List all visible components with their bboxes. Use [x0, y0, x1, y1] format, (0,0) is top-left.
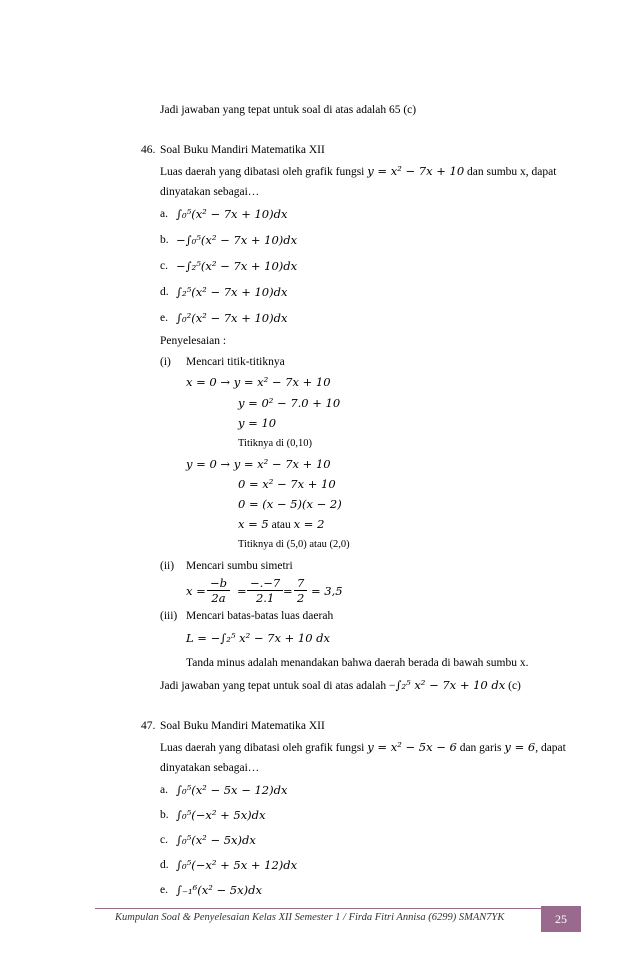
q46-stem-text-a: Luas daerah yang dibatasi oleh grafik fungsi [160, 166, 365, 178]
q46-sym-f1-den: 2a [211, 591, 226, 605]
footer-caption: Kumpulan Soal & Penyelesaian Kelas XII Semester 1 / Firda Fitri Annisa (6299) SMAN7YK [115, 912, 505, 923]
q46-step1-title: Mencari titik-titiknya [186, 356, 285, 368]
q46-step1-line4: y = 0 → y = x² − 7x + 10 [186, 457, 331, 471]
q46-step1-point2: Titiknya di (5,0) atau (2,0) [238, 539, 350, 550]
q47-option-c-expr: ∫₀⁵(x² − 5x)dx [176, 833, 256, 847]
q46-option-a-expr: ∫₀⁵(x² − 7x + 10)dx [176, 207, 288, 221]
q46-answer-expr: ∫₂⁵ x² − 7x + 10 dx [395, 678, 506, 692]
q47-option-e-expr: ∫₋₁⁶(x² − 5x)dx [176, 883, 262, 897]
intro-answer-line: Jadi jawaban yang tepat untuk soal di atas adalah 65 (c) [160, 104, 417, 116]
q46-root2: x = 2 [293, 517, 325, 531]
q46-option-c-expr: −∫₂⁵(x² − 7x + 10)dx [176, 259, 298, 273]
q46-stem-line2: dinyatakan sebagai… [160, 186, 260, 198]
q46-option-e-letter: e. [160, 312, 168, 324]
q46-step2-label: (ii) [160, 560, 175, 572]
q46-sym-f2-den: 2.1 [255, 591, 275, 605]
q47-option-d-letter: d. [160, 859, 169, 871]
q47-option-a-expr: ∫₀⁵(x² − 5x − 12)dx [176, 783, 288, 797]
footer-divider [95, 908, 550, 909]
q46-step1-point1: Titiknya di (0,10) [238, 438, 312, 449]
q47-stem-line2: dinyatakan sebagai… [160, 762, 260, 774]
q47-option-b-letter: b. [160, 809, 169, 821]
q46-sym-eq2: = [283, 584, 293, 598]
q46-note: Tanda minus adalah menandakan bahwa daerah berada di bawah sumbu x. [186, 657, 529, 669]
q47-option-e-letter: e. [160, 884, 168, 896]
q47-stem-function: y = x² − 5x − 6 [367, 740, 457, 754]
q46-option-c-letter: c. [160, 260, 168, 272]
q47-option-a-letter: a. [160, 784, 168, 796]
q46-step3-label: (iii) [160, 610, 178, 622]
q46-step1-label: (i) [160, 356, 171, 368]
q47-stem-line1 [160, 740, 566, 755]
q46-sym-fraction1 [207, 576, 230, 605]
q46-step1-line5: 0 = x² − 7x + 10 [238, 477, 336, 491]
q46-sym-f1-num: −b [207, 576, 230, 591]
q47-stem-text-a: Luas daerah yang dibatasi oleh grafik fungsi [160, 742, 365, 754]
q46-option-b-letter: b. [160, 234, 169, 246]
q46-answer-line [160, 678, 521, 693]
q46-number: 46. [141, 144, 156, 156]
q46-step1-line2: y = 0² − 7.0 + 10 [238, 396, 341, 410]
q46-step1-line6: 0 = (x − 5)(x − 2) [238, 497, 342, 511]
q47-title: Soal Buku Mandiri Matematika XII [160, 720, 325, 732]
q46-step3-title: Mencari batas-batas luas daerah [186, 610, 334, 622]
q47-stem-line-eq: y = 6 [504, 740, 536, 754]
q47-option-b-expr: ∫₀⁵(−x² + 5x)dx [176, 808, 266, 822]
q46-step2-title: Mencari sumbu simetri [186, 560, 293, 572]
q46-step1-line3: y = 10 [238, 416, 277, 430]
q46-sym-result: = 3,5 [311, 584, 343, 598]
q46-option-b-expr: −∫₀⁵(x² − 7x + 10)dx [176, 233, 298, 247]
q46-option-d-expr: ∫₂⁵(x² − 7x + 10)dx [176, 285, 288, 299]
q47-stem-text-b: dan garis [459, 742, 502, 754]
q46-sym-f3-den: 2 [297, 591, 305, 605]
q47-option-d-expr: ∫₀⁵(−x² + 5x + 12)dx [176, 858, 298, 872]
q46-sym-f2-num: −.−7 [247, 576, 283, 591]
q46-step1-line7 [238, 517, 324, 532]
page-number: 25 [541, 906, 581, 932]
q46-option-d-letter: d. [160, 286, 169, 298]
q46-step1-line1: x = 0 → y = x² − 7x + 10 [186, 375, 331, 389]
q46-sym-fraction3 [294, 576, 307, 605]
q46-stem-function: y = x² − 7x + 10 [367, 164, 465, 178]
q47-number: 47. [141, 720, 156, 732]
q46-sym-eq1: = [237, 584, 247, 598]
q46-answer-choice: (c) [508, 680, 521, 692]
q46-option-a-letter: a. [160, 208, 168, 220]
q46-area-expression: L = −∫₂⁵ x² − 7x + 10 dx [186, 631, 331, 645]
q47-stem-text-c: , dapat [535, 742, 566, 754]
q46-solution-label: Penyelesaian : [160, 335, 227, 347]
q46-option-e-expr: ∫₀²(x² − 7x + 10)dx [176, 311, 288, 325]
q46-title: Soal Buku Mandiri Matematika XII [160, 144, 325, 156]
q46-answer-text: Jadi jawaban yang tepat untuk soal di atas adalah − [160, 680, 396, 692]
q46-root1: x = 5 [238, 517, 269, 531]
q46-sym-fraction2 [247, 576, 283, 605]
q46-stem-line1 [160, 164, 556, 179]
q46-or-word: atau [271, 519, 291, 531]
q47-option-c-letter: c. [160, 834, 168, 846]
q46-sym-f3-num: 7 [294, 576, 307, 591]
q46-sym-lhs: x = [186, 584, 206, 598]
q46-stem-text-b: dan sumbu x, dapat [467, 166, 557, 178]
